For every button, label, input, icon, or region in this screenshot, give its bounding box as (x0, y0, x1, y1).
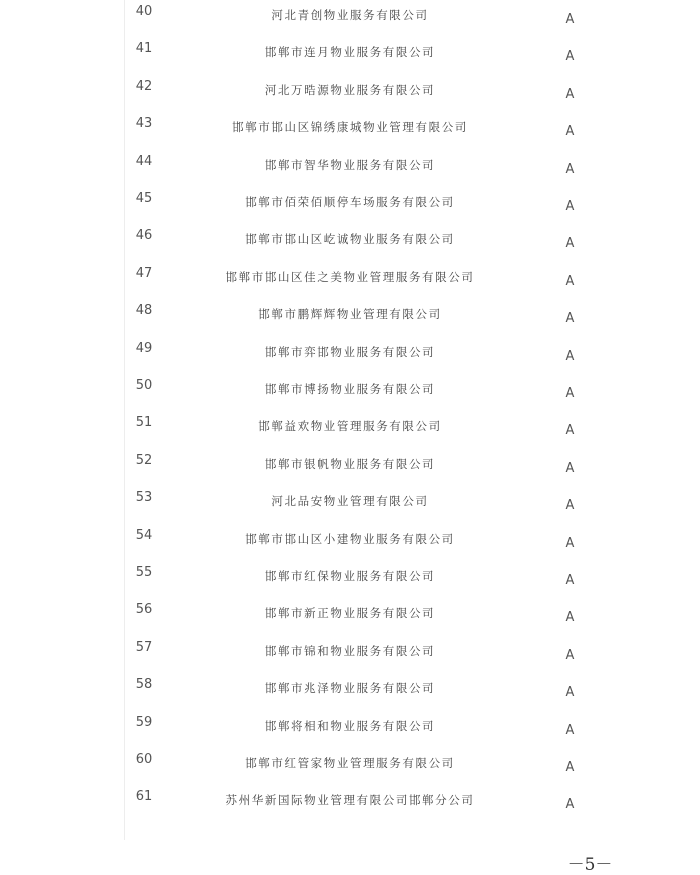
credit-grade: A (565, 647, 575, 663)
company-name: 邯郸市邯山区佳之美物业管理服务有限公司 (225, 269, 475, 284)
company-name: 邯郸市银帆物业服务有限公司 (264, 456, 436, 471)
row-number: 55 (135, 565, 153, 580)
row-number: 50 (135, 378, 153, 393)
company-name: 邯郸市新正物业服务有限公司 (264, 606, 436, 621)
company-name: 邯郸市鹏辉辉物业管理有限公司 (258, 307, 442, 322)
row-number: 44 (135, 153, 153, 169)
credit-grade: A (565, 273, 575, 289)
table-row (0, 341, 700, 378)
table-row (0, 41, 700, 78)
row-number: 49 (135, 340, 153, 356)
row-number: 46 (135, 228, 153, 244)
row-number: 42 (135, 78, 153, 94)
table-row (0, 453, 700, 490)
credit-grade: A (565, 236, 575, 252)
row-number: 43 (135, 116, 153, 132)
row-number: 45 (135, 191, 153, 206)
company-name: 邯郸市邯山区小建物业服务有限公司 (245, 531, 455, 546)
table-row (0, 4, 700, 41)
credit-grade: A (565, 199, 575, 214)
company-name: 邯郸市博扬物业服务有限公司 (264, 382, 436, 396)
company-name: 邯郸市红保物业服务有限公司 (264, 569, 436, 583)
table-row (0, 154, 700, 191)
credit-grade: A (565, 797, 575, 813)
credit-grade: A (565, 348, 575, 364)
table-row (0, 303, 700, 340)
row-number: 59 (135, 714, 153, 730)
company-name: 邯郸市弈邯物业服务有限公司 (264, 344, 436, 359)
company-name: 邯郸市连月物业服务有限公司 (264, 45, 436, 60)
credit-grade: A (565, 685, 575, 701)
credit-grade: A (565, 124, 575, 140)
row-number: 54 (135, 527, 153, 543)
table-row (0, 789, 700, 826)
table-row (0, 640, 700, 677)
table-row (0, 266, 700, 303)
table-row (0, 378, 700, 415)
credit-grade: A (565, 760, 575, 775)
credit-grade: A (565, 610, 575, 626)
table-row (0, 79, 700, 116)
company-name: 河北品安物业管理有限公司 (271, 494, 429, 509)
credit-grade: A (565, 12, 575, 27)
table-row (0, 415, 700, 452)
company-name: 苏州华新国际物业管理有限公司邯郸分公司 (225, 793, 475, 808)
table-row (0, 228, 700, 265)
row-number: 61 (135, 789, 153, 805)
table-row (0, 490, 700, 527)
credit-grade: A (565, 86, 575, 102)
row-number: 60 (135, 752, 153, 767)
row-number: 53 (135, 490, 153, 506)
credit-grade: A (565, 386, 575, 401)
credit-grade: A (565, 423, 575, 439)
company-name: 邯郸益欢物业管理服务有限公司 (258, 419, 442, 434)
company-name: 邯郸市兆泽物业服务有限公司 (264, 681, 436, 696)
credit-grade: A (565, 161, 575, 177)
row-number: 48 (135, 303, 153, 319)
table-row (0, 602, 700, 639)
table-row (0, 677, 700, 714)
row-number: 47 (135, 265, 153, 281)
company-name: 邯郸市邯山区锦绣康城物业管理有限公司 (232, 120, 468, 135)
credit-grade: A (565, 311, 575, 327)
company-name: 邯郸市红管家物业管理服务有限公司 (245, 756, 455, 770)
row-number: 40 (135, 4, 153, 19)
company-name: 邯郸市邯山区屹诚物业服务有限公司 (245, 232, 455, 247)
table-row (0, 752, 700, 789)
row-number: 57 (135, 639, 153, 655)
company-name: 邯郸市智华物业服务有限公司 (264, 157, 436, 172)
company-name: 邯郸市锦和物业服务有限公司 (264, 643, 436, 658)
table-row (0, 528, 700, 565)
row-number: 52 (135, 452, 153, 468)
credit-grade: A (565, 535, 575, 551)
table-row (0, 715, 700, 752)
company-name: 邯郸市佰荣佰顺停车场服务有限公司 (245, 195, 455, 209)
row-number: 56 (135, 602, 153, 618)
company-name: 河北万晧源物业服务有限公司 (264, 82, 436, 97)
credit-grade: A (565, 573, 575, 588)
page-number: －5－ (567, 855, 613, 875)
table-row (0, 116, 700, 153)
table-row (0, 565, 700, 602)
row-number: 41 (135, 41, 153, 57)
row-number: 51 (135, 415, 153, 431)
credit-grade: A (565, 722, 575, 738)
credit-grade: A (565, 49, 575, 65)
credit-grade: A (565, 460, 575, 476)
company-name: 河北青创物业服务有限公司 (271, 8, 429, 22)
row-number: 58 (135, 677, 153, 693)
credit-grade: A (565, 498, 575, 514)
table-row (0, 191, 700, 228)
company-name: 邯郸将相和物业服务有限公司 (264, 718, 436, 733)
